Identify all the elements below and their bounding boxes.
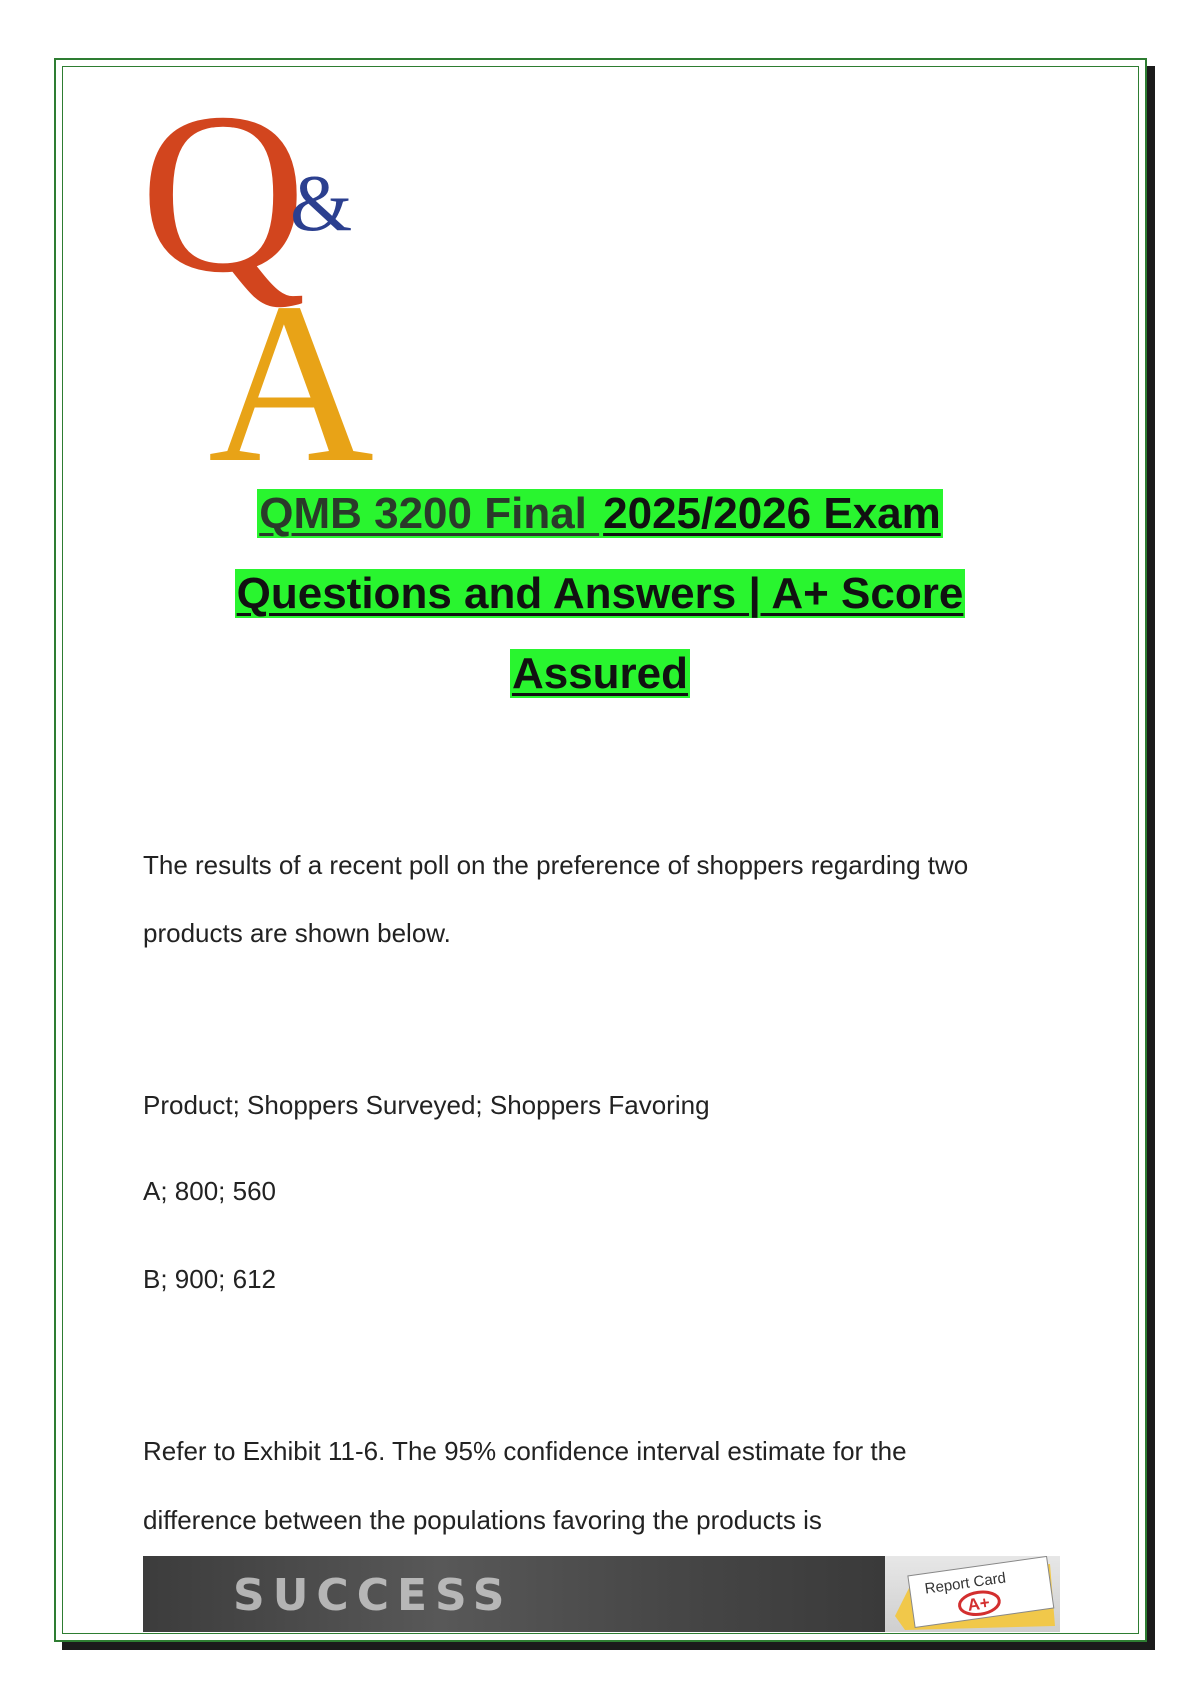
- title-line-2: [150, 565, 1050, 633]
- report-card-image: [885, 1556, 1060, 1632]
- qa-logo: [140, 80, 420, 480]
- title-line-3: [150, 645, 1050, 713]
- chalk-success-text: SUCCESS: [233, 1570, 513, 1621]
- title-subtitle: Questions and Answers | A+ Score: [236, 569, 964, 618]
- document-title: [150, 485, 1050, 725]
- logo-a: A: [208, 255, 375, 480]
- table-row-b: B; 900; 612: [143, 1264, 276, 1294]
- logo-ampersand: &: [290, 160, 353, 248]
- intro-line-1: The results of a recent poll on the preference of shoppers regarding two: [143, 850, 969, 880]
- report-card-icon: [885, 1556, 1060, 1632]
- table-row-a: A; 800; 560: [143, 1176, 276, 1206]
- question-line-1: Refer to Exhibit 11-6. The 95% confidence interval estimate for the: [143, 1436, 907, 1466]
- chalkboard: [143, 1556, 885, 1632]
- title-line-1: [150, 485, 1050, 553]
- table-header: Product; Shoppers Surveyed; Shoppers Favoring: [143, 1090, 710, 1120]
- report-card-grade: A+: [966, 1592, 991, 1615]
- report-card-label: Report Card: [923, 1569, 1007, 1598]
- logo-q: Q: [140, 80, 307, 320]
- success-banner-image: [143, 1556, 1060, 1632]
- title-assured: Assured: [511, 649, 689, 698]
- title-course: QMB 3200 Final: [259, 489, 600, 538]
- title-year: 2025/2026 Exam: [603, 489, 941, 538]
- question-line-2: difference between the populations favoring the products is: [143, 1505, 822, 1535]
- intro-line-2: products are shown below.: [143, 918, 451, 948]
